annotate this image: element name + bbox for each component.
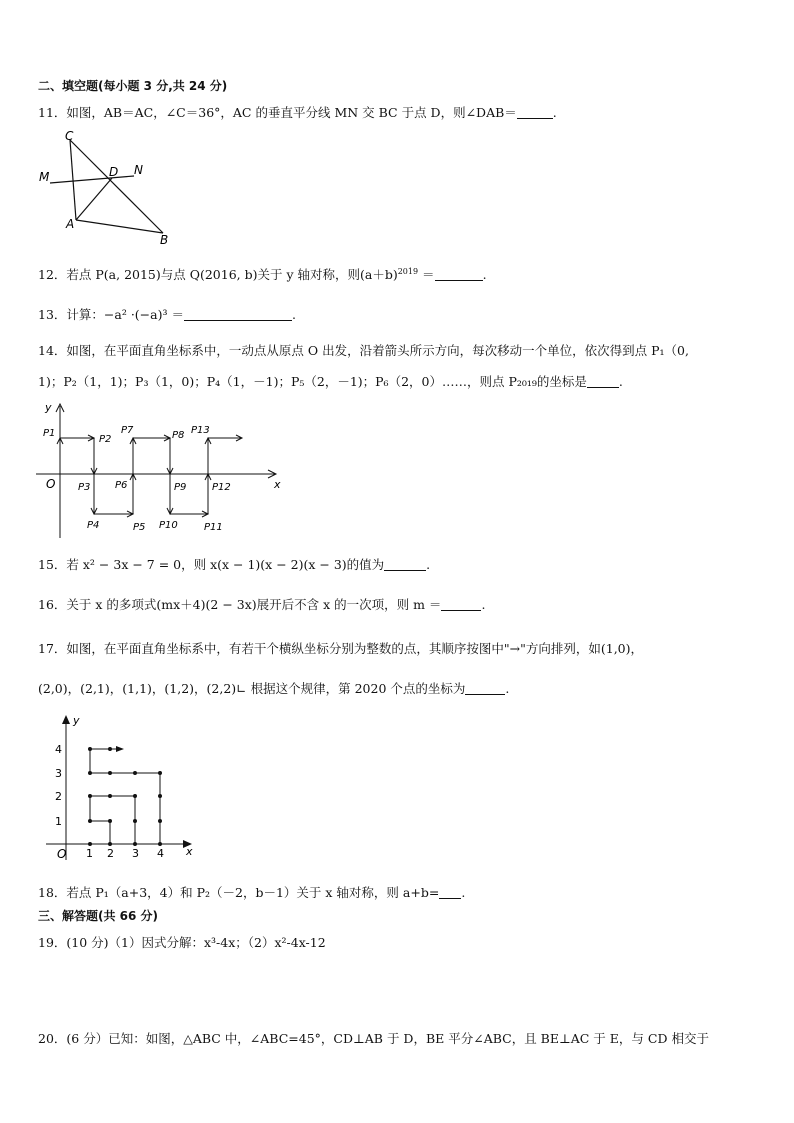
label-a: A	[66, 217, 75, 231]
question-13-text: 13．计算：−a² ·(−a)³ ＝	[38, 307, 184, 322]
label-p3: P3	[78, 482, 91, 493]
question-19: 19．(10 分)（1）因式分解：x³-4x；（2）x²-4x-12	[38, 935, 326, 950]
label-p11: P11	[204, 522, 223, 533]
figure-q14	[36, 400, 286, 540]
label-c: C	[65, 129, 74, 143]
question-20: 20．(6 分）已知：如图，△ABC 中，∠ABC=45°，CD⊥AB 于 D，BE 平分∠ABC，且 BE⊥AC 于 E，与 CD 相交于	[38, 1031, 709, 1046]
label-p7: P7	[121, 425, 134, 436]
answer-blank-13[interactable]	[184, 308, 292, 321]
question-11-text: 11．如图，AB＝AC，∠C＝36°，AC 的垂直平分线 MN 交 BC 于点 D，则∠DAB＝	[38, 105, 517, 120]
label-p13: P13	[191, 425, 210, 436]
answer-blank-18[interactable]	[439, 886, 461, 899]
x-tick-2: 2	[107, 847, 114, 860]
label-p10: P10	[159, 520, 178, 531]
question-12-text: 12．若点 P(a, 2015)与点 Q(2016, b)关于 y 轴对称，则(a＋b)	[38, 267, 398, 283]
y-tick-1: 1	[55, 815, 62, 828]
label-n: N	[134, 163, 143, 177]
y-tick-2: 2	[55, 790, 62, 803]
y-tick-3: 3	[55, 767, 62, 780]
x-tick-4: 4	[157, 847, 164, 860]
path-arrow-icon	[116, 746, 124, 752]
section-title-solutions: 三、解答题(共 66 分)	[38, 909, 159, 923]
answer-blank-16[interactable]	[441, 598, 481, 611]
segment-ab	[76, 220, 163, 233]
label-o: O	[57, 847, 67, 861]
label-y: y	[73, 714, 80, 727]
question-18: 18．若点 P₁（a+3，4）和 P₂（－2，b－1）关于 x 轴对称，则 a+b= .	[38, 885, 466, 900]
label-p8: P8	[172, 430, 185, 441]
figure-q17	[40, 712, 200, 862]
label-x: x	[186, 845, 193, 858]
question-14-line1: 14．如图，在平面直角坐标系中，一动点从原点 O 出发，沿着箭头所示方向，每次移动一个单位，依次得到点 P₁（0,	[38, 343, 689, 358]
answer-blank-14[interactable]	[587, 375, 619, 388]
segment-ca	[70, 140, 76, 220]
question-14-line2: 1)；P₂（1，1)；P₃（1，0)；P₄（1，－1)；P₅（2，－1)；P₆（2，0）……，则点 P₂₀₁₉的坐标是 .	[38, 374, 623, 389]
answer-blank-15[interactable]	[384, 558, 426, 571]
label-m: M	[39, 170, 50, 184]
exponent-2019: 2019	[397, 267, 419, 276]
figure-q11	[36, 128, 186, 248]
answer-blank-11[interactable]	[517, 106, 553, 119]
segment-ad	[76, 178, 112, 220]
label-p2: P2	[99, 434, 112, 445]
label-o: O	[46, 477, 56, 491]
label-x: x	[274, 478, 281, 491]
label-p1: P1	[43, 428, 56, 439]
label-p12: P12	[212, 482, 231, 493]
question-11: 11．如图，AB＝AC，∠C＝36°，AC 的垂直平分线 MN 交 BC 于点 D，则∠DAB＝ .	[38, 105, 557, 120]
answer-blank-12[interactable]	[435, 268, 483, 281]
y-arrow-icon	[62, 715, 70, 724]
label-y: y	[45, 401, 52, 414]
x-tick-3: 3	[132, 847, 139, 860]
path-arrows	[57, 435, 242, 517]
label-d: D	[109, 165, 119, 179]
label-p9: P9	[174, 482, 187, 493]
question-15: 15．若 x² − 3x − 7 = 0，则 x(x − 1)(x − 2)(x − 3)的值为 .	[38, 557, 431, 572]
question-12: 12．若点 P(a, 2015)与点 Q(2016, b)关于 y 轴对称，则$(a+b)^{2019}$ ＝ .	[38, 267, 487, 283]
line-mn	[50, 176, 134, 183]
question-16: 16．关于 x 的多项式(mx＋4)(2 − 3x)展开后不含 x 的一次项，则 m ＝ .	[38, 597, 486, 612]
segment-cb	[70, 140, 163, 233]
y-tick-4: 4	[55, 743, 62, 756]
label-p6: P6	[115, 480, 128, 491]
answer-blank-17[interactable]	[465, 682, 505, 695]
label-b: B	[160, 233, 169, 247]
question-17-line1: 17．如图，在平面直角坐标系中，有若干个横纵坐标分别为整数的点，其顺序按图中"→"方向排列，如(1,0)，	[38, 641, 644, 656]
label-p4: P4	[87, 520, 100, 531]
x-tick-1: 1	[86, 847, 93, 860]
question-17-line2: (2,0)，(2,1)，(1,1)，(1,2)，(2,2)∟ 根据这个规律，第 2020 个点的坐标为 .	[38, 681, 510, 696]
question-13: 13．计算：−a² ·(−a)³ ＝ .	[38, 307, 296, 322]
label-p5: P5	[133, 522, 146, 533]
spiral-path	[90, 749, 160, 844]
section-title-fill-in: 二、填空题(每小题 3 分,共 24 分)	[38, 79, 228, 93]
